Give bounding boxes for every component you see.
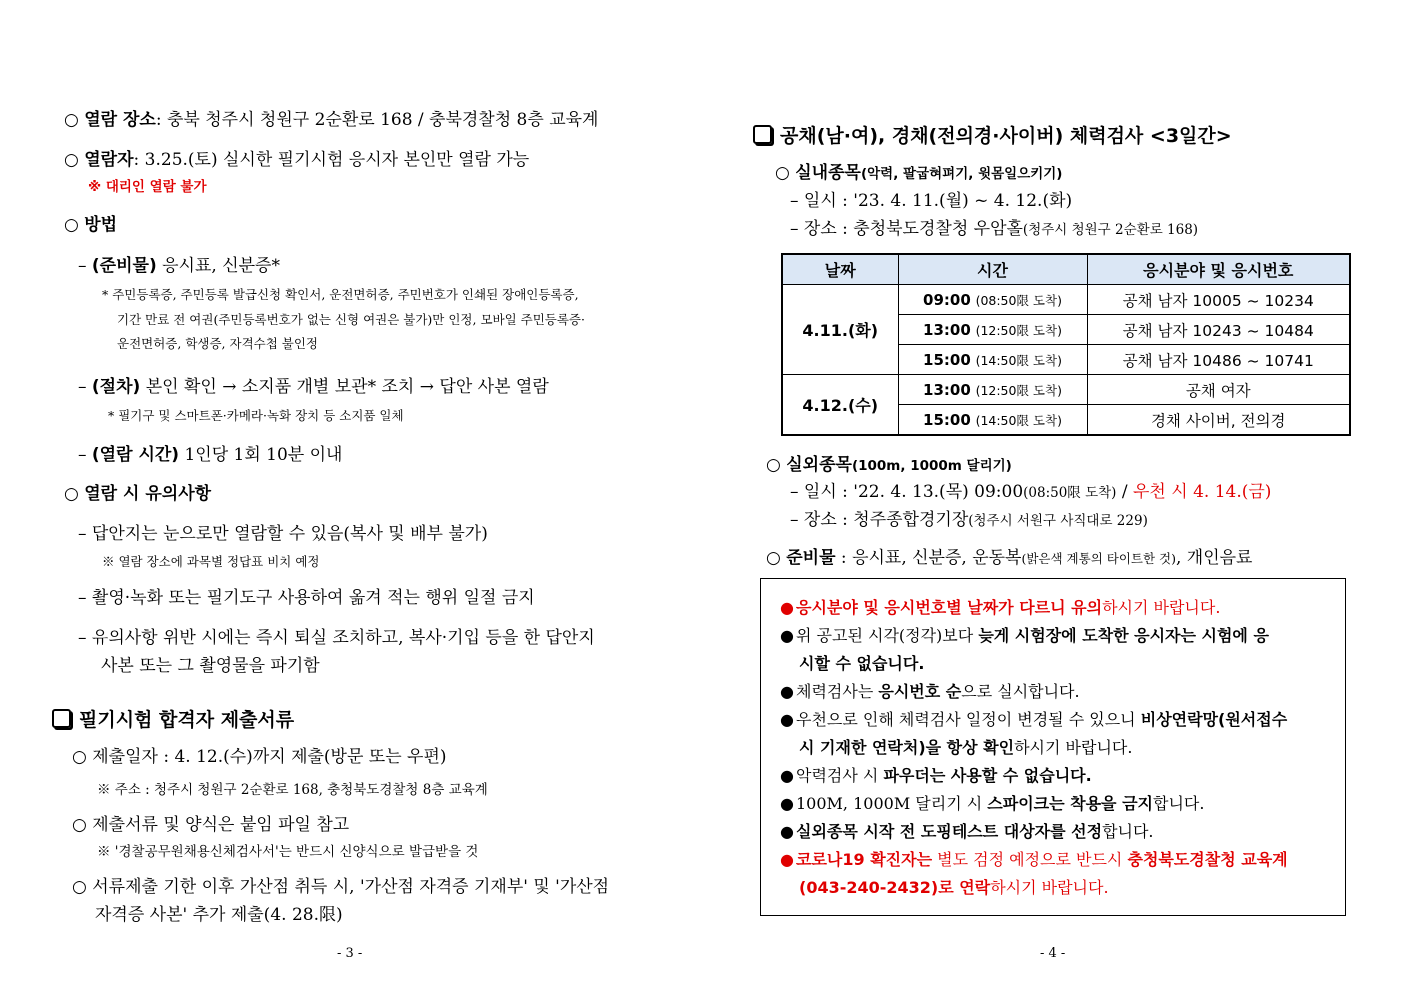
field-cell: 공채 여자 [1087,375,1350,405]
time-cell: 09:00 (08:50限 도착) [898,285,1087,315]
indoor-heading: ○ 실내종목(악력, 팔굽혀펴기, 윗몸일으키기) [775,163,1063,183]
checkbox-square-icon [753,125,772,144]
notice-item: ● 체력검사는 응시번호 순으로 실시합니다. [780,682,1080,701]
address-note: ※ 주소 : 청주시 청원구 2순환로 168, 충청북도경찰청 8층 교육계 [97,782,488,798]
notice-item: ● 악력검사 시 파우더는 사용할 수 없습니다. [780,766,1092,785]
outdoor-date: – 일시 : '22. 4. 13.(목) 09:00(08:50限 도착) / 우천 시 4. 14.(금) [790,482,1272,502]
proxy-note: ※ 대리인 열람 불가 [88,179,207,195]
notice-box [760,578,1346,916]
notice-item-cont: 시 기재한 연락처)을 항상 확인하시기 바랍니다. [799,738,1133,757]
time-cell: 15:00 (14:50限 도착) [898,405,1087,436]
caution-3-cont: 사본 또는 그 촬영물을 파기함 [101,656,320,676]
section-documents-title: 필기시험 합격자 제출서류 [52,709,294,730]
field-cell: 경채 사이버, 전의경 [1087,405,1350,436]
notice-item: ● 실외종목 시작 전 도핑테스트 대상자를 선정합니다. [780,822,1154,841]
prep-item: – (준비물) 응시표, 신분증* [78,256,280,276]
submit-date-item: ○ 제출일자 : 4. 12.(수)까지 제출(방문 또는 우편) [72,747,447,767]
view-time-item: – (열람 시간) 1인당 1회 10분 이내 [78,445,343,465]
notice-item-cont: (043-240-2432)로 연락하시기 바랍니다. [799,878,1109,897]
checkbox-square-icon [52,709,71,728]
caution-3: – 유의사항 위반 시에는 즉시 퇴실 조치하고, 복사·기입 등을 한 답안지 [78,628,595,648]
header-date: 날짜 [782,254,898,285]
page-number-right: - 4 - [1040,946,1066,961]
time-cell: 15:00 (14:50限 도착) [898,345,1087,375]
time-cell: 13:00 (12:50限 도착) [898,375,1087,405]
header-field: 응시분야 및 응시번호 [1087,254,1350,285]
date-cell: 4.12.(수) [782,375,898,436]
outdoor-place: – 장소 : 청주종합경기장(청주시 서원구 사직대로 229) [790,510,1148,530]
table-row [782,285,1350,315]
date-cell: 4.11.(화) [782,285,898,375]
header-time: 시간 [898,254,1087,285]
prep-items: ○ 준비물 : 응시표, 신분증, 운동복(밝은색 계통의 타이트한 것), 개인음료 [766,548,1253,568]
id-note-1: * 주민등록증, 주민등록 발급신청 확인서, 운전면허증, 주민번호가 인쇄된 장애인등록증, [102,287,579,302]
time-cell: 13:00 (12:50限 도착) [898,315,1087,345]
bonus-points-item: ○ 서류제출 기한 이후 가산점 취득 시, '가산점 자격증 기재부' 및 '가산점 [72,877,610,897]
notice-item: ● 코로나19 확진자는 별도 검정 예정으로 반드시 충청북도경찰청 교육계 [780,850,1288,869]
field-cell: 공채 남자 10486 ~ 10741 [1087,345,1350,375]
field-cell: 공채 남자 10005 ~ 10234 [1087,285,1350,315]
notice-item-cont: 시할 수 없습니다. [799,654,925,673]
medical-form-note: ※ '경찰공무원채용신체검사서'는 반드시 신양식으로 발급받을 것 [97,844,479,860]
outdoor-heading: ○ 실외종목(100m, 1000m 달리기) [766,455,1012,475]
section-fitness-title: 공채(남·여), 경채(전의경·사이버) 체력검사 <3일간> [753,125,1232,146]
caution-heading: ○ 열람 시 유의사항 [64,484,212,504]
belongings-note: * 필기구 및 스마트폰·카메라·녹화 장치 등 소지품 일체 [108,408,404,423]
bonus-points-cont: 자격증 사본' 추가 제출(4. 28.限) [95,905,343,925]
procedure-item: – (절차) 본인 확인 → 소지품 개별 보관* 조치 → 답안 사본 열람 [78,377,549,397]
viewer-item: ○ 열람자: 3.25.(토) 실시한 필기시험 응시자 본인만 열람 가능 [64,150,530,170]
caution-2: – 촬영·녹화 또는 필기도구 사용하여 옮겨 적는 행위 일절 금지 [78,588,535,608]
notice-item: ● 응시분야 및 응시번호별 날짜가 다르니 유의하시기 바랍니다. [780,598,1221,617]
method-heading: ○ 방법 [64,215,118,235]
notice-item: ● 우천으로 인해 체력검사 일정이 변경될 수 있으니 비상연락망(원서접수 [780,710,1288,729]
field-cell: 공채 남자 10243 ~ 10484 [1087,315,1350,345]
id-note-2: 기간 만료 전 여권(주민등록번호가 없는 신형 여권은 불가)만 인정, 모바일 주민등록증· [117,312,585,327]
answer-key-note: ※ 열람 장소에 과목별 정답표 비치 예정 [102,554,320,569]
id-note-3: 운전면허증, 학생증, 자격수첩 불인정 [117,336,318,351]
notice-item: ● 100M, 1000M 달리기 시 스파이크는 착용을 금지합니다. [780,794,1205,813]
indoor-place: – 장소 : 충청북도경찰청 우암홀(청주시 청원구 2순환로 168) [790,219,1199,239]
notice-item: ● 위 공고된 시각(정각)보다 늦게 시험장에 도착한 응시자는 시험에 응 [780,626,1269,645]
table-row [782,375,1350,405]
view-place-item: ○ 열람 장소: 충북 청주시 청원구 2순환로 168 / 충북경찰청 8층 교육계 [64,110,599,130]
table-header-row [782,254,1350,285]
page-number-left: - 3 - [337,946,363,961]
schedule-table [781,253,1351,436]
caution-1: – 답안지는 눈으로만 열람할 수 있음(복사 및 배부 불가) [78,524,488,544]
submit-docs-item: ○ 제출서류 및 양식은 붙임 파일 참고 [72,815,350,835]
indoor-date: – 일시 : '23. 4. 11.(월) ~ 4. 12.(화) [790,191,1073,211]
